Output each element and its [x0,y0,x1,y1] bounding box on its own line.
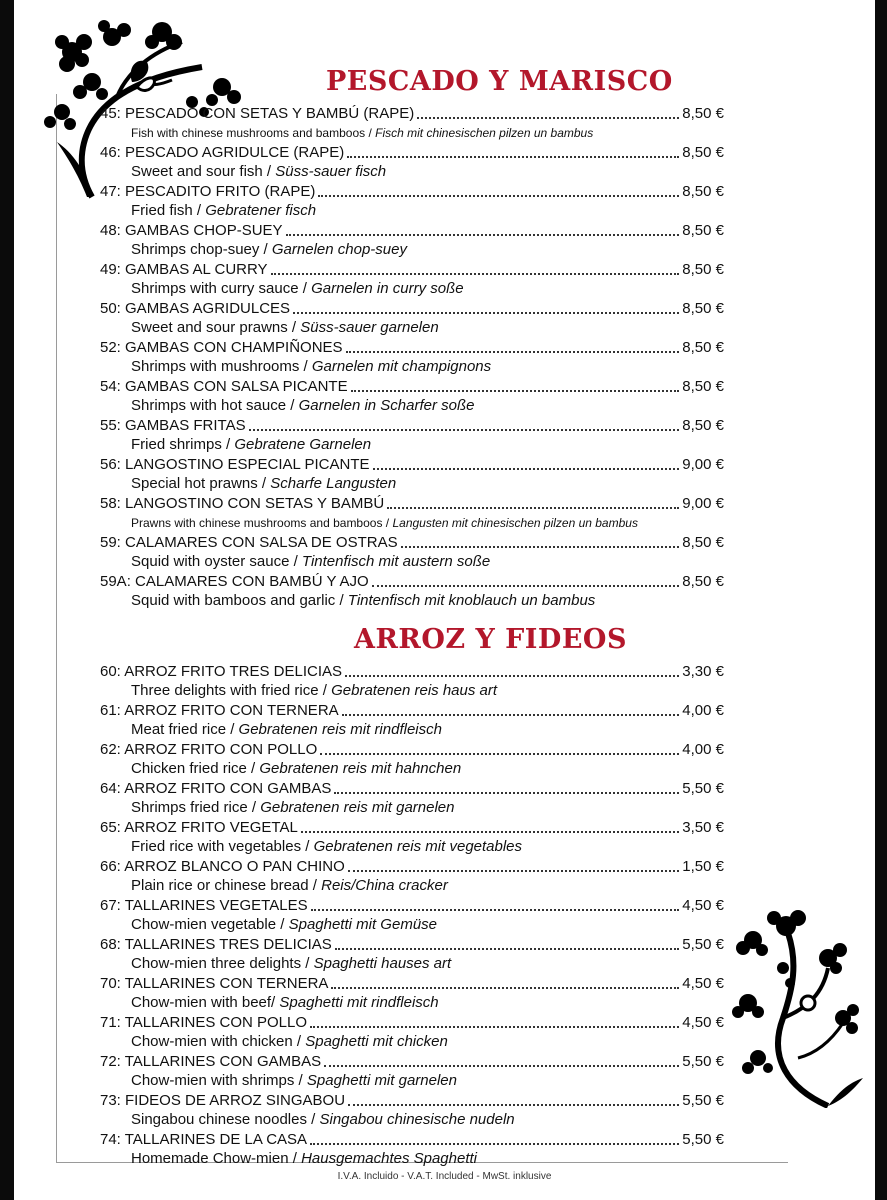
english-description: Sweet and sour fish / [131,163,276,180]
dish-price: 9,00 € [682,456,724,473]
dot-leader [271,273,680,275]
german-description: Gebratenen reis mit rindfleisch [238,721,442,738]
dot-leader [310,1026,679,1028]
dish-name: 70: TALLARINES CON TERNERA [100,975,329,992]
dish-translation [100,396,724,416]
dish-translation [100,591,724,611]
dish-price: 4,00 € [682,702,724,719]
dot-leader [348,870,680,872]
menu-item [100,182,724,221]
dish-price: 3,30 € [682,663,724,680]
dot-leader [387,507,679,509]
german-description: Tintenfisch mit knoblauch un bambus [347,592,596,609]
english-description: Chow-mien with shrimps / [131,1072,307,1089]
dish-name: 61: ARROZ FRITO CON TERNERA [100,702,339,719]
english-description: Chow-mien vegetable / [131,916,289,933]
dish-price: 8,50 € [682,183,724,200]
dish-translation [100,759,724,779]
dot-leader [351,390,680,392]
english-description: Three delights with fried rice / [131,682,332,699]
menu-list-pescado [100,104,724,611]
menu-item [100,857,724,896]
english-description: Squid with bamboos and garlic / [131,592,348,609]
german-description: Tintenfisch mit austern soße [301,553,491,570]
dot-leader [373,468,680,470]
dish-translation [100,954,724,974]
floral-ornament-bottom-icon [728,908,868,1108]
dish-name: 58: LANGOSTINO CON SETAS Y BAMBÚ [100,495,385,512]
dish-name: 48: GAMBAS CHOP-SUEY [100,222,283,239]
dish-name: 68: TALLARINES TRES DELICIAS [100,936,332,953]
menu-item-header [100,416,724,435]
dish-price: 8,50 € [682,573,724,590]
menu-item [100,377,724,416]
menu-list-arroz [100,662,724,1169]
menu-item-header [100,1091,724,1110]
menu-item-header [100,779,724,798]
german-description: Gebratenen reis mit vegetables [313,838,523,855]
dot-leader [286,234,680,236]
dot-leader [335,948,680,950]
dish-translation [100,837,724,857]
german-description: Gebratenen reis mit hahnchen [259,760,462,777]
menu-item [100,701,724,740]
english-description: Shrimps chop-suey / [131,241,272,258]
menu-item [100,1013,724,1052]
menu-item-header [100,1013,724,1032]
english-description: Fish with chinese mushrooms and bamboos / [131,126,376,140]
dish-translation [100,681,724,701]
dish-price: 8,50 € [682,417,724,434]
dot-leader [401,546,680,548]
dish-name: 46: PESCADO AGRIDULCE (RAPE) [100,144,345,161]
dish-name: 55: GAMBAS FRITAS [100,417,246,434]
menu-item [100,662,724,701]
english-description: Chow-mien with chicken / [131,1033,306,1050]
dish-name: 47: PESCADITO FRITO (RAPE) [100,183,316,200]
menu-item [100,104,724,143]
german-description: Süss-sauer fisch [275,163,387,180]
menu-item-header [100,896,724,915]
german-description: Garnelen chop-suey [271,241,407,258]
menu-item-header [100,974,724,993]
menu-item [100,935,724,974]
menu-item-header [100,143,724,162]
english-description: Fried rice with vegetables / [131,838,314,855]
section-title-arroz: ARROZ Y FIDEOS [354,624,627,655]
dish-translation [100,1071,724,1091]
menu-item [100,455,724,494]
dish-price: 4,50 € [682,897,724,914]
english-description: Chow-mien three delights / [131,955,314,972]
menu-item [100,143,724,182]
dish-name: 54: GAMBAS CON SALSA PICANTE [100,378,348,395]
menu-page [14,0,875,1200]
menu-item-header [100,740,724,759]
german-description: Singabou chinesische nudeln [319,1111,515,1128]
dish-translation [100,993,724,1013]
dish-price: 9,00 € [682,495,724,512]
dish-name: 56: LANGOSTINO ESPECIAL PICANTE [100,456,370,473]
menu-item-header [100,182,724,201]
menu-item [100,974,724,1013]
menu-item [100,299,724,338]
dot-leader [301,831,679,833]
dot-leader [348,1104,679,1106]
menu-item-header [100,572,724,591]
dish-translation [100,201,724,221]
dish-price: 5,50 € [682,936,724,953]
menu-item-header [100,1052,724,1071]
menu-item-header [100,494,724,513]
german-description: Spaghetti mit rindfleisch [279,994,439,1011]
german-description: Garnelen in Scharfer soße [298,397,475,414]
dish-translation [100,552,724,572]
english-description: Plain rice or chinese bread / [131,877,322,894]
dish-price: 4,50 € [682,975,724,992]
menu-item-header [100,104,724,123]
menu-item-header [100,338,724,357]
german-description: Reis/China cracker [321,877,448,894]
dot-leader [334,792,679,794]
dot-leader [345,675,679,677]
menu-item [100,740,724,779]
german-description: Spaghetti hauses art [313,955,452,972]
dish-price: 1,50 € [682,858,724,875]
dish-price: 8,50 € [682,222,724,239]
menu-item [100,416,724,455]
menu-item-header [100,260,724,279]
dish-translation [100,357,724,377]
dish-name: 50: GAMBAS AGRIDULCES [100,300,291,317]
english-description: Shrimps fried rice / [131,799,261,816]
dish-name: 60: ARROZ FRITO TRES DELICIAS [100,663,343,680]
menu-item-header [100,662,724,681]
german-description: Garnelen mit champignons [311,358,492,375]
menu-item [100,1130,724,1169]
english-description: Singabou chinese noodles / [131,1111,320,1128]
english-description: Shrimps with curry sauce / [131,280,312,297]
dish-price: 8,50 € [682,339,724,356]
dish-name: 52: GAMBAS CON CHAMPIÑONES [100,339,343,356]
english-description: Fried fish / [131,202,206,219]
dish-translation [100,798,724,818]
dot-leader [293,312,679,314]
dish-price: 4,50 € [682,1014,724,1031]
dish-price: 8,50 € [682,144,724,161]
menu-item [100,818,724,857]
menu-item [100,221,724,260]
dish-price: 8,50 € [682,534,724,551]
menu-item-header [100,299,724,318]
dish-price: 8,50 € [682,261,724,278]
german-description: Langusten mit chinesischen pilzen un bambus [392,516,638,530]
dot-leader [320,753,679,755]
menu-item [100,260,724,299]
dish-name: 67: TALLARINES VEGETALES [100,897,308,914]
german-description: Gebratenen reis mit garnelen [260,799,455,816]
dish-translation [100,162,724,182]
english-description: Fried shrimps / [131,436,235,453]
dish-price: 8,50 € [682,300,724,317]
dish-name: 72: TALLARINES CON GAMBAS [100,1053,322,1070]
menu-item [100,572,724,611]
dish-price: 5,50 € [682,1131,724,1148]
dish-name: 45: PESCADO CON SETAS Y BAMBÚ (RAPE) [100,105,415,122]
english-description: Chow-mien with beef/ [131,994,280,1011]
german-description: Spaghetti mit chicken [305,1033,448,1050]
dish-price: 4,00 € [682,741,724,758]
dot-leader [249,429,680,431]
dish-name: 74: TALLARINES DE LA CASA [100,1131,308,1148]
dish-translation [100,318,724,338]
dot-leader [311,909,680,911]
vat-footer: I.V.A. Incluido - V.A.T. Included - MwSt. inklusive [337,1171,552,1182]
menu-item-header [100,701,724,720]
menu-item-header [100,455,724,474]
menu-item [100,1052,724,1091]
english-description: Special hot prawns / [131,475,271,492]
german-description: Scharfe Langusten [270,475,397,492]
dish-price: 8,50 € [682,105,724,122]
english-description: Squid with oyster sauce / [131,553,302,570]
english-description: Meat fried rice / [131,721,239,738]
menu-item [100,779,724,818]
menu-item [100,1091,724,1130]
dish-name: 64: ARROZ FRITO CON GAMBAS [100,780,332,797]
dish-translation [100,915,724,935]
dish-price: 5,50 € [682,780,724,797]
dish-translation [100,1149,724,1169]
dish-translation [100,240,724,260]
german-description: Fisch mit chinesischen pilzen un bambus [375,126,594,140]
section-title-pescado: PESCADO Y MARISCO [326,66,673,97]
menu-item-header [100,377,724,396]
dish-translation [100,1032,724,1052]
dish-translation [100,876,724,896]
dish-translation [100,279,724,299]
dish-translation [100,513,724,533]
menu-item [100,494,724,533]
dot-leader [318,195,679,197]
dish-price: 3,50 € [682,819,724,836]
english-description: Prawns with chinese mushrooms and bamboos / [131,516,393,530]
dish-name: 49: GAMBAS AL CURRY [100,261,268,278]
dish-translation [100,720,724,740]
menu-item-header [100,1130,724,1149]
dish-price: 5,50 € [682,1053,724,1070]
english-description: Shrimps with mushrooms / [131,358,312,375]
german-description: Gebratenen reis haus art [331,682,498,699]
dish-translation [100,435,724,455]
dot-leader [331,987,679,989]
german-description: Süss-sauer garnelen [300,319,439,336]
dot-leader [347,156,679,158]
dish-translation [100,1110,724,1130]
menu-item-header [100,533,724,552]
dish-name: 59A: CALAMARES CON BAMBÚ Y AJO [100,573,369,590]
dish-name: 66: ARROZ BLANCO O PAN CHINO [100,858,345,875]
menu-item [100,533,724,572]
dot-leader [346,351,680,353]
menu-item-header [100,857,724,876]
dish-price: 8,50 € [682,378,724,395]
dish-name: 73: FIDEOS DE ARROZ SINGABOU [100,1092,346,1109]
german-description: Hausgemachtes Spaghetti [301,1150,478,1167]
dish-name: 65: ARROZ FRITO VEGETAL [100,819,298,836]
german-description: Gebratene Garnelen [234,436,372,453]
dish-price: 5,50 € [682,1092,724,1109]
german-description: Garnelen in curry soße [311,280,464,297]
dish-name: 62: ARROZ FRITO CON POLLO [100,741,318,758]
english-description: Sweet and sour prawns / [131,319,301,336]
dot-leader [342,714,680,716]
dot-leader [417,117,679,119]
english-description: Shrimps with hot sauce / [131,397,299,414]
dish-translation [100,474,724,494]
menu-item [100,896,724,935]
menu-item [100,338,724,377]
menu-item-header [100,221,724,240]
dot-leader [324,1065,679,1067]
dot-leader [372,585,680,587]
german-description: Gebratener fisch [205,202,317,219]
dish-name: 71: TALLARINES CON POLLO [100,1014,308,1031]
dish-name: 59: CALAMARES CON SALSA DE OSTRAS [100,534,398,551]
dish-translation [100,123,724,143]
menu-item-header [100,818,724,837]
dot-leader [310,1143,679,1145]
menu-item-header [100,935,724,954]
english-description: Homemade Chow-mien / [131,1150,302,1167]
english-description: Chicken fried rice / [131,760,260,777]
german-description: Spaghetti mit garnelen [306,1072,457,1089]
german-description: Spaghetti mit Gemüse [288,916,437,933]
